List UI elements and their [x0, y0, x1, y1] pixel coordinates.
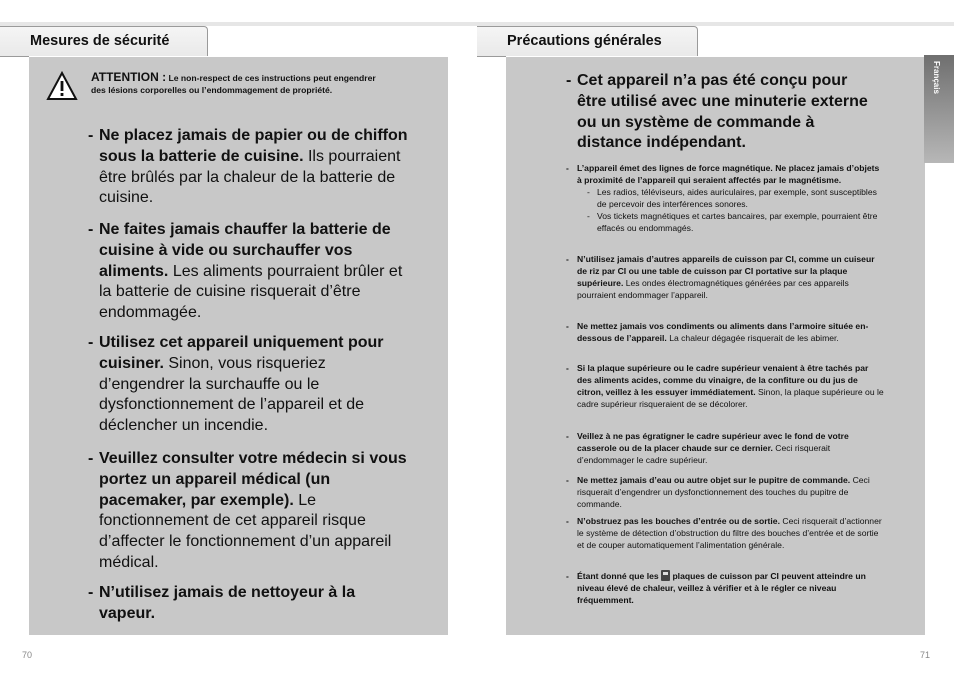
warning-triangle-icon	[46, 71, 78, 101]
section-title: Précautions générales	[477, 26, 698, 56]
safety-item: - Veuillez consulter votre médecin si vous portez un appareil médical (un pacemaker, par exemple). Le fonctionnement de cet appareil risque d’affecter le fonctionnement d’un appareil médical.	[88, 450, 407, 571]
attention-title: ATTENTION :	[91, 70, 167, 84]
item-bold: Veuillez consulter votre médecin si vous portez un appareil médical (un pacemaker, par exemple).	[99, 450, 407, 509]
precaution-item: - Veillez à ne pas égratigner le cadre supérieur avec le fond de votre casserole ou de la placer chaude sur ce dernier. Ceci risquerait d’endommager le cadre supérieur.	[566, 431, 849, 465]
item-bold: plaques de cuisson par CI peuvent atteindre un niveau élevé de chaleur, veillez à vérifier et à le régler ce niveau fréquemment.	[577, 571, 866, 605]
main-precaution: - Cet appareil n’a pas été conçu pour être utilisé avec une minuterie externe ou un système de commande à distance indépendant.	[566, 71, 876, 154]
item-text: Les ondes électromagnétiques générées par ces appareils pourraient endommager l’appareil.	[577, 278, 849, 300]
main-precaution-text: Cet appareil n’a pas été conçu pour être utilisé avec une minuterie externe ou un système de commande à distance indépendant.	[577, 72, 868, 152]
item-bold: Ne faites jamais chauffer la batterie de cuisine à vide ou surchauffer vos aliments.	[99, 221, 391, 280]
precaution-item: - L’appareil émet des lignes de force magnétique. Ne placez jamais d’objets à proximité de l’appareil qui seraient affectés par le magnétisme. - Les radios, téléviseurs, aides auriculaires, par exemple, sont susceptibles de percevoir des interférences sonores. - Vos tickets magnétiques et cartes bancaires, par exemple, pourraient être effacés ou endommagés.	[566, 162, 884, 234]
page-number: 70	[22, 650, 33, 660]
attention-text	[91, 71, 391, 96]
sub-item-text: Les radios, téléviseurs, aides auriculaires, par exemple, sont susceptibles de percevoir des interférences sonores.	[597, 187, 877, 209]
precaution-item: - Ne mettez jamais d’eau ou autre objet sur le pupitre de commande. Ceci risquerait d’engendrer un dysfonctionnement des touches du pupitre de commande.	[566, 475, 870, 509]
item-text: Le fonctionnement de cet appareil risque d’affecter le fonctionnement d’un appareil médical.	[99, 491, 392, 571]
hob-symbol-icon	[661, 570, 670, 581]
section-title: Mesures de sécurité	[0, 26, 208, 56]
item-bold: N’utilisez jamais d’autres appareils de cuisson par CI, comme un cuiseur de riz par CI ou une table de cuisson par CI portative sur la plaque supérieure.	[577, 254, 875, 288]
precaution-item: - Ne mettez jamais vos condiments ou aliments dans l’armoire située en-dessous de l’appareil. La chaleur dégagée risquerait de les abimer.	[566, 321, 869, 343]
precaution-item: - Étant donné que les plaques de cuisson par CI peuvent atteindre un niveau élevé de chaleur, veillez à vérifier et à le régler ce niveau fréquemment.	[566, 571, 866, 605]
item-bold: Étant donné que les	[577, 571, 659, 581]
precaution-item: - N’utilisez jamais d’autres appareils de cuisson par CI, comme un cuiseur de riz par CI ou une table de cuisson par CI portative sur la plaque supérieure. Les ondes électromagnétiques générées par ces appareils pourraient endommager l’appareil.	[566, 254, 875, 300]
safety-item: - Ne faites jamais chauffer la batterie de cuisine à vide ou surchauffer vos aliments. Les aliments pourraient brûler et la batterie de cuisine risquerait d’être endommagée.	[88, 221, 403, 322]
item-text: Ceci risquerait d’endommager le cadre supérieur.	[577, 443, 831, 465]
item-bold: Utilisez cet appareil uniquement pour cuisiner.	[99, 334, 384, 372]
safety-item: - Ne placez jamais de papier ou de chiffon sous la batterie de cuisine. Ils pourraient être brûlés par la chaleur de la batterie de cuisine.	[88, 127, 408, 207]
item-bold: L’appareil émet des lignes de force magnétique. Ne placez jamais d’objets à proximité de l’appareil qui seraient affectés par le magnétisme.	[577, 163, 880, 185]
item-text: Ils pourraient être brûlés par la chaleur de la batterie de cuisine.	[99, 147, 401, 207]
item-text: Ceci risquerait d’actionner le système de détection d’obstruction du filtre des bouches d’entrée et de sortie et de couper automatiquement l’alimentation générale.	[577, 516, 882, 550]
sub-item: - Les radios, téléviseurs, aides auriculaires, par exemple, sont susceptibles de percevoir des interférences sonores.	[587, 187, 877, 209]
item-text: Ceci risquerait d’engendrer un dysfonctionnement des touches du pupitre de commande.	[577, 475, 870, 509]
item-text: La chaleur dégagée risquerait de les abimer.	[669, 333, 839, 343]
item-bold: Ne mettez jamais vos condiments ou aliments dans l’armoire située en-dessous de l’appareil.	[577, 321, 869, 343]
item-bold: Si la plaque supérieure ou le cadre supérieur venaient à être tachés par des aliments acides, comme du vinaigre, de la confiture ou du jus de citron, veillez à les essuyer immédiatement.	[577, 363, 869, 397]
item-bold: Ne mettez jamais d’eau ou autre objet sur le pupitre de commande.	[577, 475, 851, 485]
item-bold: Veillez à ne pas égratigner le cadre supérieur avec le fond de votre casserole ou de la placer chaude sur ce dernier.	[577, 431, 849, 453]
language-tab[interactable]	[924, 55, 954, 163]
sub-item: - Vos tickets magnétiques et cartes bancaires, par exemple, pourraient être effacés ou endommagés.	[587, 211, 878, 233]
item-text: Sinon, la plaque supérieure ou le cadre supérieur risqueraient de se décolorer.	[577, 387, 884, 409]
precaution-item: - Si la plaque supérieure ou le cadre supérieur venaient à être tachés par des aliments acides, comme du vinaigre, de la confiture ou du jus de citron, veillez à les essuyer immédiatement. Sinon, la plaque supérieure ou le cadre supérieur risqueraient de se décolorer.	[566, 363, 884, 409]
item-text: Sinon, vous risqueriez d’engendrer la surchauffe ou le dysfonctionnement de l’appareil et de déclencher un incendie.	[99, 354, 365, 435]
page-number: 71	[920, 650, 931, 660]
safety-item: - N’utilisez jamais de nettoyeur à la vapeur.	[88, 584, 356, 622]
item-bold: Ne placez jamais de papier ou de chiffon sous la batterie de cuisine.	[99, 127, 408, 165]
item-bold: N’obstruez pas les bouches d’entrée ou de sortie.	[577, 516, 780, 526]
sub-item-text: Vos tickets magnétiques et cartes bancaires, par exemple, pourraient être effacés ou endommagés.	[597, 211, 878, 233]
precaution-item: - N’obstruez pas les bouches d’entrée ou de sortie. Ceci risquerait d’actionner le système de détection d’obstruction du filtre des bouches d’entrée et de sortie et de couper automatiquement l’alimentation générale.	[566, 516, 882, 550]
item-text: Les aliments pourraient brûler et la batterie de cuisine risquerait d’être endommagée.	[99, 262, 403, 322]
safety-item: - Utilisez cet appareil uniquement pour cuisiner. Sinon, vous risqueriez d’engendrer la surchauffe ou le dysfonctionnement de l’appareil et de déclencher un incendie.	[88, 334, 384, 435]
item-bold: N’utilisez jamais de nettoyeur à la vapeur.	[99, 584, 356, 622]
language-label: Français	[932, 61, 941, 94]
attention-body: Le non-respect de ces instructions peut engendrer des lésions corporelles ou l’endommagement de propriété.	[91, 73, 376, 95]
